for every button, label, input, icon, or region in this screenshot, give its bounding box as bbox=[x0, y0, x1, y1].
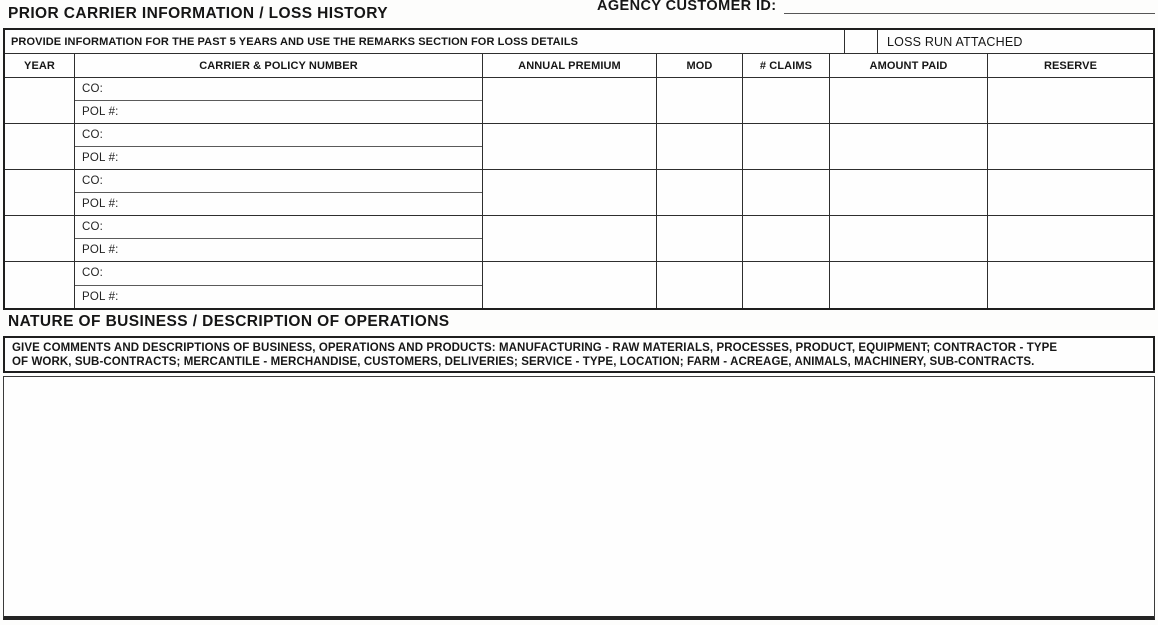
agency-customer-id-label: AGENCY CUSTOMER ID: bbox=[597, 0, 777, 14]
column-header-year: YEAR bbox=[5, 54, 75, 77]
year-cell[interactable] bbox=[5, 170, 75, 215]
annual-premium-cell[interactable] bbox=[483, 170, 657, 215]
pol-input[interactable] bbox=[119, 193, 482, 215]
reserve-cell[interactable] bbox=[988, 262, 1153, 308]
nature-instruction-line-1: GIVE COMMENTS AND DESCRIPTIONS OF BUSINESS, OPERATIONS AND PRODUCTS: MANUFACTURING - RAW MATERIALS, PROCESSES, PRODUCT, EQUIPMENT; CONTRACTOR - TYPE bbox=[12, 342, 1058, 354]
reserve-cell[interactable] bbox=[988, 78, 1153, 123]
pol-sub-row bbox=[75, 286, 482, 309]
co-input[interactable] bbox=[103, 170, 482, 192]
reserve-cell[interactable] bbox=[988, 124, 1153, 169]
loss-row-group bbox=[5, 170, 1153, 216]
carrier-policy-cell bbox=[75, 216, 483, 261]
reserve-cell[interactable] bbox=[988, 170, 1153, 215]
co-label: CO: bbox=[82, 83, 104, 95]
co-input[interactable] bbox=[103, 262, 482, 285]
year-cell[interactable] bbox=[5, 124, 75, 169]
column-header-reserve: RESERVE bbox=[1043, 60, 1098, 72]
loss-row-group bbox=[5, 262, 1153, 308]
co-sub-row bbox=[75, 262, 482, 286]
reserve-cell[interactable] bbox=[988, 216, 1153, 261]
nature-of-business-section-title: NATURE OF BUSINESS / DESCRIPTION OF OPERATIONS bbox=[8, 313, 450, 330]
loss-history-table bbox=[3, 28, 1155, 310]
pol-label: POL #: bbox=[82, 244, 119, 256]
carrier-policy-cell bbox=[75, 170, 483, 215]
carrier-policy-cell bbox=[75, 78, 483, 123]
column-header-amount-paid: AMOUNT PAID bbox=[830, 54, 988, 77]
co-sub-row bbox=[75, 124, 482, 147]
annual-premium-cell[interactable] bbox=[483, 124, 657, 169]
loss-row-group bbox=[5, 124, 1153, 170]
mod-cell[interactable] bbox=[657, 170, 743, 215]
amount-paid-cell[interactable] bbox=[830, 78, 988, 123]
co-input[interactable] bbox=[103, 78, 482, 100]
provide-information-instruction: PROVIDE INFORMATION FOR THE PAST 5 YEARS AND USE THE REMARKS SECTION FOR LOSS DETAILS bbox=[5, 30, 845, 53]
amount-paid-cell[interactable] bbox=[830, 262, 988, 308]
prior-carrier-section-title: PRIOR CARRIER INFORMATION / LOSS HISTORY bbox=[8, 5, 388, 22]
claims-cell[interactable] bbox=[743, 170, 830, 215]
loss-row-group bbox=[5, 78, 1153, 124]
column-header-claims: # CLAIMS bbox=[743, 54, 830, 77]
column-header-carrier-policy: CARRIER & POLICY NUMBER bbox=[75, 54, 483, 77]
pol-sub-row bbox=[75, 239, 482, 261]
claims-cell[interactable] bbox=[743, 262, 830, 308]
table-header-row bbox=[5, 54, 1153, 78]
claims-cell[interactable] bbox=[743, 216, 830, 261]
mod-cell[interactable] bbox=[657, 216, 743, 261]
annual-premium-cell[interactable] bbox=[483, 216, 657, 261]
annual-premium-cell[interactable] bbox=[483, 78, 657, 123]
pol-label: POL #: bbox=[82, 152, 119, 164]
amount-paid-cell[interactable] bbox=[830, 216, 988, 261]
claims-cell[interactable] bbox=[743, 124, 830, 169]
table-instruction-row bbox=[5, 30, 1153, 54]
co-label: CO: bbox=[82, 221, 104, 233]
co-label: CO: bbox=[82, 267, 104, 280]
pol-label: POL #: bbox=[82, 290, 119, 303]
loss-run-attached-checkbox[interactable] bbox=[845, 30, 878, 53]
agency-customer-id bbox=[597, 0, 1155, 14]
annual-premium-cell[interactable] bbox=[483, 262, 657, 308]
pol-input[interactable] bbox=[119, 239, 482, 261]
mod-cell[interactable] bbox=[657, 262, 743, 308]
pol-label: POL #: bbox=[82, 198, 119, 210]
pol-sub-row bbox=[75, 147, 482, 169]
co-label: CO: bbox=[82, 175, 104, 187]
operations-description-area[interactable] bbox=[3, 376, 1155, 620]
column-header-mod: MOD bbox=[657, 54, 743, 77]
co-sub-row bbox=[75, 216, 482, 239]
loss-row-group bbox=[5, 216, 1153, 262]
pol-sub-row bbox=[75, 101, 482, 123]
pol-input[interactable] bbox=[119, 101, 482, 123]
pol-input[interactable] bbox=[119, 147, 482, 169]
amount-paid-cell[interactable] bbox=[830, 124, 988, 169]
year-cell[interactable] bbox=[5, 78, 75, 123]
carrier-policy-cell bbox=[75, 124, 483, 169]
year-cell[interactable] bbox=[5, 262, 75, 308]
pol-input[interactable] bbox=[119, 286, 482, 309]
agency-customer-id-field[interactable] bbox=[784, 0, 1155, 14]
co-input[interactable] bbox=[103, 216, 482, 238]
loss-run-attached-label: LOSS RUN ATTACHED bbox=[887, 35, 1023, 49]
pol-sub-row bbox=[75, 193, 482, 215]
pol-label: POL #: bbox=[82, 106, 119, 118]
carrier-policy-cell bbox=[75, 262, 483, 308]
amount-paid-cell[interactable] bbox=[830, 170, 988, 215]
claims-cell[interactable] bbox=[743, 78, 830, 123]
co-sub-row bbox=[75, 170, 482, 193]
nature-instruction-line-2: OF WORK, SUB-CONTRACTS; MERCANTILE - MERCHANDISE, CUSTOMERS, DELIVERIES; SERVICE - TYPE, LOCATION; FARM - ACREAGE, ANIMALS, MACHINERY, SUB-CONTRACTS. bbox=[12, 356, 1035, 368]
nature-instruction-box bbox=[3, 336, 1155, 373]
mod-cell[interactable] bbox=[657, 78, 743, 123]
co-label: CO: bbox=[82, 129, 104, 141]
mod-cell[interactable] bbox=[657, 124, 743, 169]
co-sub-row bbox=[75, 78, 482, 101]
co-input[interactable] bbox=[103, 124, 482, 146]
column-header-annual-premium: ANNUAL PREMIUM bbox=[483, 54, 657, 77]
year-cell[interactable] bbox=[5, 216, 75, 261]
